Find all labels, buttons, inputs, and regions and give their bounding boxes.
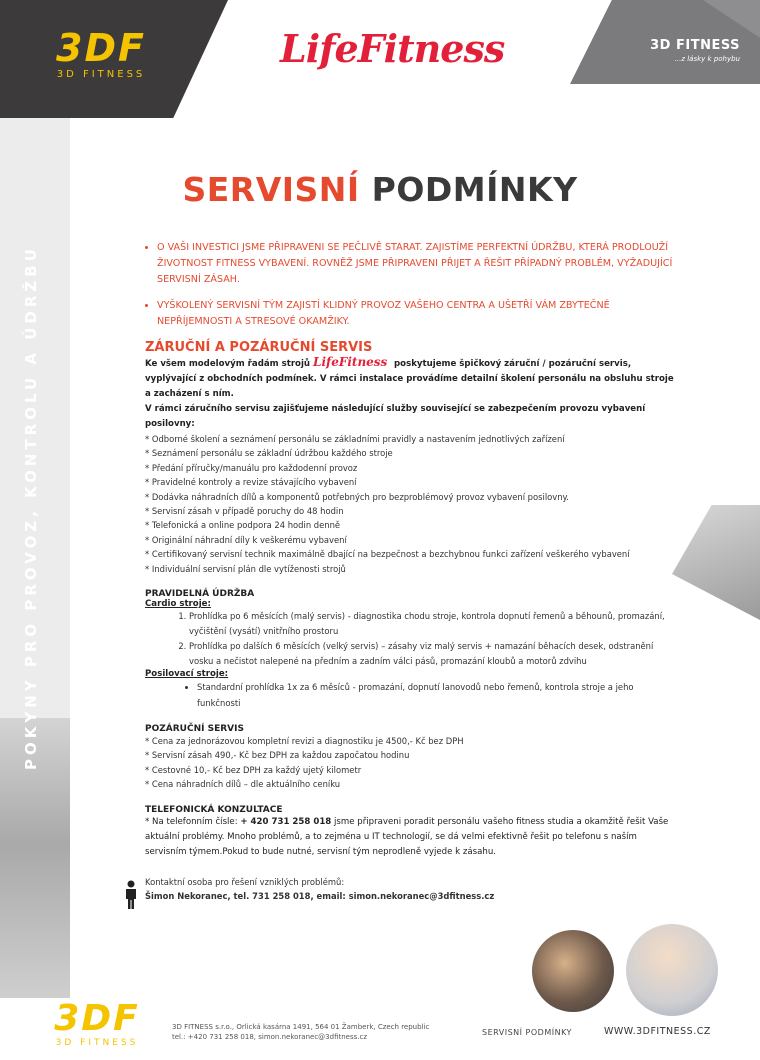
side-vertical-text: POKYNY PRO PROVOZ, KONTROLU A ÚDRŽBU [22, 245, 40, 770]
list-item: * Individuální servisní plán dle vytíženosti strojů [145, 562, 675, 576]
page-title [0, 170, 760, 209]
contact-label: Kontaktní osoba pro řešení vzniklých problémů: [145, 877, 345, 887]
warranty-p1-start: Ke všem modelovým řadám strojů [145, 359, 311, 369]
list-item: * Cena náhradních dílů – dle aktuálního ceníku [145, 777, 675, 791]
phone-paragraph: * Na telefonním čísle: + 420 731 258 018 jsme připraveni poradit personálu vašeho fitness studia a okamžitě řešit Vaše aktuální problémy. Mnoho problémů, a to zejména u IT technologií, se dá velmi efektivně řešit po telefonu s naším servisním týmem.Pokud to bude nutné, servisní tým neprodleně vyjede k zásahu. [145, 816, 669, 857]
list-item: * Cestovné 10,- Kč bez DPH za každý ujetý kilometr [145, 763, 675, 777]
list-item: * Předání příručky/manuálu pro každodenní provoz [145, 461, 675, 475]
footer-logo[interactable] [38, 1000, 156, 1048]
strength-label: Posilovací stroje: [145, 669, 229, 680]
cardio-list [145, 609, 675, 669]
photo-circle-fitness [532, 930, 614, 1012]
footer-logo-mark: 3DF [54, 998, 140, 1039]
footer-address-block [172, 1022, 429, 1042]
intro-item: • O VAŠI INVESTICI JSME PŘIPRAVENI SE PEČLIVĚ STARAT. ZAJISTÍME PERFEKTNÍ ÚDRŽBU, KTERÁ PRODLOUŽÍ ŽIVOTNOST FITNESS VYBAVENÍ. ROVNĚŽ JSME PŘIPRAVENI PŘIJET A ŘEŠIT PŘÍPADNÝ PROBLÉM, VYŽADUJÍCÍ SERVISNÍ ZÁSAH. [157, 240, 675, 288]
post-warranty-heading: POZÁRUČNÍ SERVIS [145, 724, 244, 735]
contact-name[interactable]: Šimon Nekoranec, tel. 731 258 018, email: simon.nekoranec@3dfitness.cz [145, 891, 495, 901]
list-item: * Pravidelné kontroly a revize stávajícího vybavení [145, 475, 675, 489]
list-item: * Seznámení personálu se základní údržbou každého stroje [145, 446, 675, 460]
intro-item: • VYŠKOLENÝ SERVISNÍ TÝM ZAJISTÍ KLIDNÝ PROVOZ VAŠEHO CENTRA A UŠETŘÍ VÁM ZBYTEČNÉ NEPŘÍJEMNOSTI A STRESOVÉ OKAMŽIKY. [157, 298, 675, 330]
logo-3df-mark: 3DF [56, 26, 146, 70]
warranty-services-intro: V rámci záručního servisu zajišťujeme následující služby související se zabezpečením provozu vybavení posilovny: [145, 404, 646, 429]
warranty-heading: ZÁRUČNÍ A POZÁRUČNÍ SERVIS [145, 340, 373, 355]
title-part1: SERVISNÍ [182, 170, 360, 209]
header-brand-title: 3D FITNESS [650, 38, 740, 53]
phone-text-start: Na telefonním čísle: [152, 816, 241, 827]
list-item: * Originální náhradní díly k veškerému vybavení [145, 533, 675, 547]
title-part2: PODMÍNKY [371, 170, 578, 209]
list-item: * Servisní zásah v případě poruchy do 48 hodin [145, 504, 675, 518]
phone-heading: TELEFONICKÁ KONZULTACE [145, 804, 283, 815]
list-item: * Dodávka náhradních dílů a komponentů potřebných pro bezproblémový provoz vybavení posilovny. [145, 490, 675, 504]
list-item: 2. Prohlídka po dalších 6 měsících (velký servis) – zásahy viz malý servis + namazání běhacích desek, odstranění vosku a nečistot nalepené na předním a zadním válci pásů, promazání kloubů a motorů zdvihu [189, 639, 675, 669]
list-item: * Odborné školení a seznámení personálu se základními pravidly a nastavením jednotlivých zařízení [145, 432, 675, 446]
list-item: * Certifikovaný servisní technik maximálně dbající na bezpečnost a bezchybnou funkci zařízení veškerého vybavení [145, 547, 675, 561]
lifefitness-logo[interactable]: LifeFitness [280, 26, 505, 71]
right-photo [672, 505, 760, 620]
person-icon [123, 880, 139, 910]
post-warranty-list [145, 734, 675, 792]
logo-3df[interactable] [36, 28, 166, 80]
footer-website-link[interactable]: WWW.3DFITNESS.CZ [604, 1026, 711, 1037]
cardio-label: Cardio stroje: [145, 599, 211, 610]
header-brand-block [650, 38, 740, 63]
footer-contact: tel.: +420 731 258 018, simon.nekoranec@3dfitness.cz [172, 1033, 368, 1041]
contact-block [145, 875, 494, 903]
header-brand-tagline: ...z lásky k pohybu [674, 55, 740, 63]
main-content [145, 240, 675, 860]
list-item: 1. Prohlídka po 6 měsících (malý servis) - diagnostika chodu stroje, kontrola dopnutí řemenů a běhounů, promazání, vyčištění (vysátí) vnitřního prostoru [189, 609, 675, 639]
list-item: * Cena za jednorázovou kompletní revizi a diagnostiku je 4500,- Kč bez DPH [145, 734, 675, 748]
strength-list [145, 679, 675, 711]
list-item: * Telefonická a online podpora 24 hodin denně [145, 518, 675, 532]
maintenance-heading: PRAVIDELNÁ ÚDRŽBA [145, 589, 255, 600]
warranty-services-list [145, 432, 675, 576]
phone-text-end: jsme připraveni poradit personálu vašeho fitness studia a okamžitě řešit Vaše aktuální problémy. Mnoho problémů, a to zejména u IT technologií, se dá velmi efektivně řešit po telefonu s naším servisním týmem.Pokud to bude nutné, servisní tým neprodleně vyjede k zásahu. [145, 816, 669, 857]
footer-logo-sub: 3D FITNESS [55, 1038, 139, 1048]
warranty-p1-end: poskytujeme špičkový záruční / pozáruční servis, vyplývající z obchodních podmínek. V rámci instalace provádíme detailní školení personálu na obsluhu stroje a zacházení s ním. [145, 359, 674, 399]
photo-circle-support [626, 924, 718, 1016]
footer-address: 3D FITNESS s.r.o., Orlická kasárna 1491, 564 01 Žamberk, Czech republic [172, 1023, 430, 1031]
list-item: * Servisní zásah 490,- Kč bez DPH za každou započatou hodinu [145, 748, 675, 762]
intro-list [145, 240, 675, 330]
lifefitness-inline-logo: LifeFitness [313, 355, 388, 369]
logo-3df-sub: 3D FITNESS [56, 69, 146, 80]
warranty-paragraph [145, 355, 675, 402]
list-item: • Standardní prohlídka 1x za 6 měsíců - promazání, dopnutí lanovodů nebo řemenů, kontrola stroje a jeho funkčnosti [197, 679, 675, 711]
footer-doc-name: SERVISNÍ PODMÍNKY [482, 1028, 572, 1037]
phone-number[interactable]: + 420 731 258 018 [240, 816, 332, 827]
